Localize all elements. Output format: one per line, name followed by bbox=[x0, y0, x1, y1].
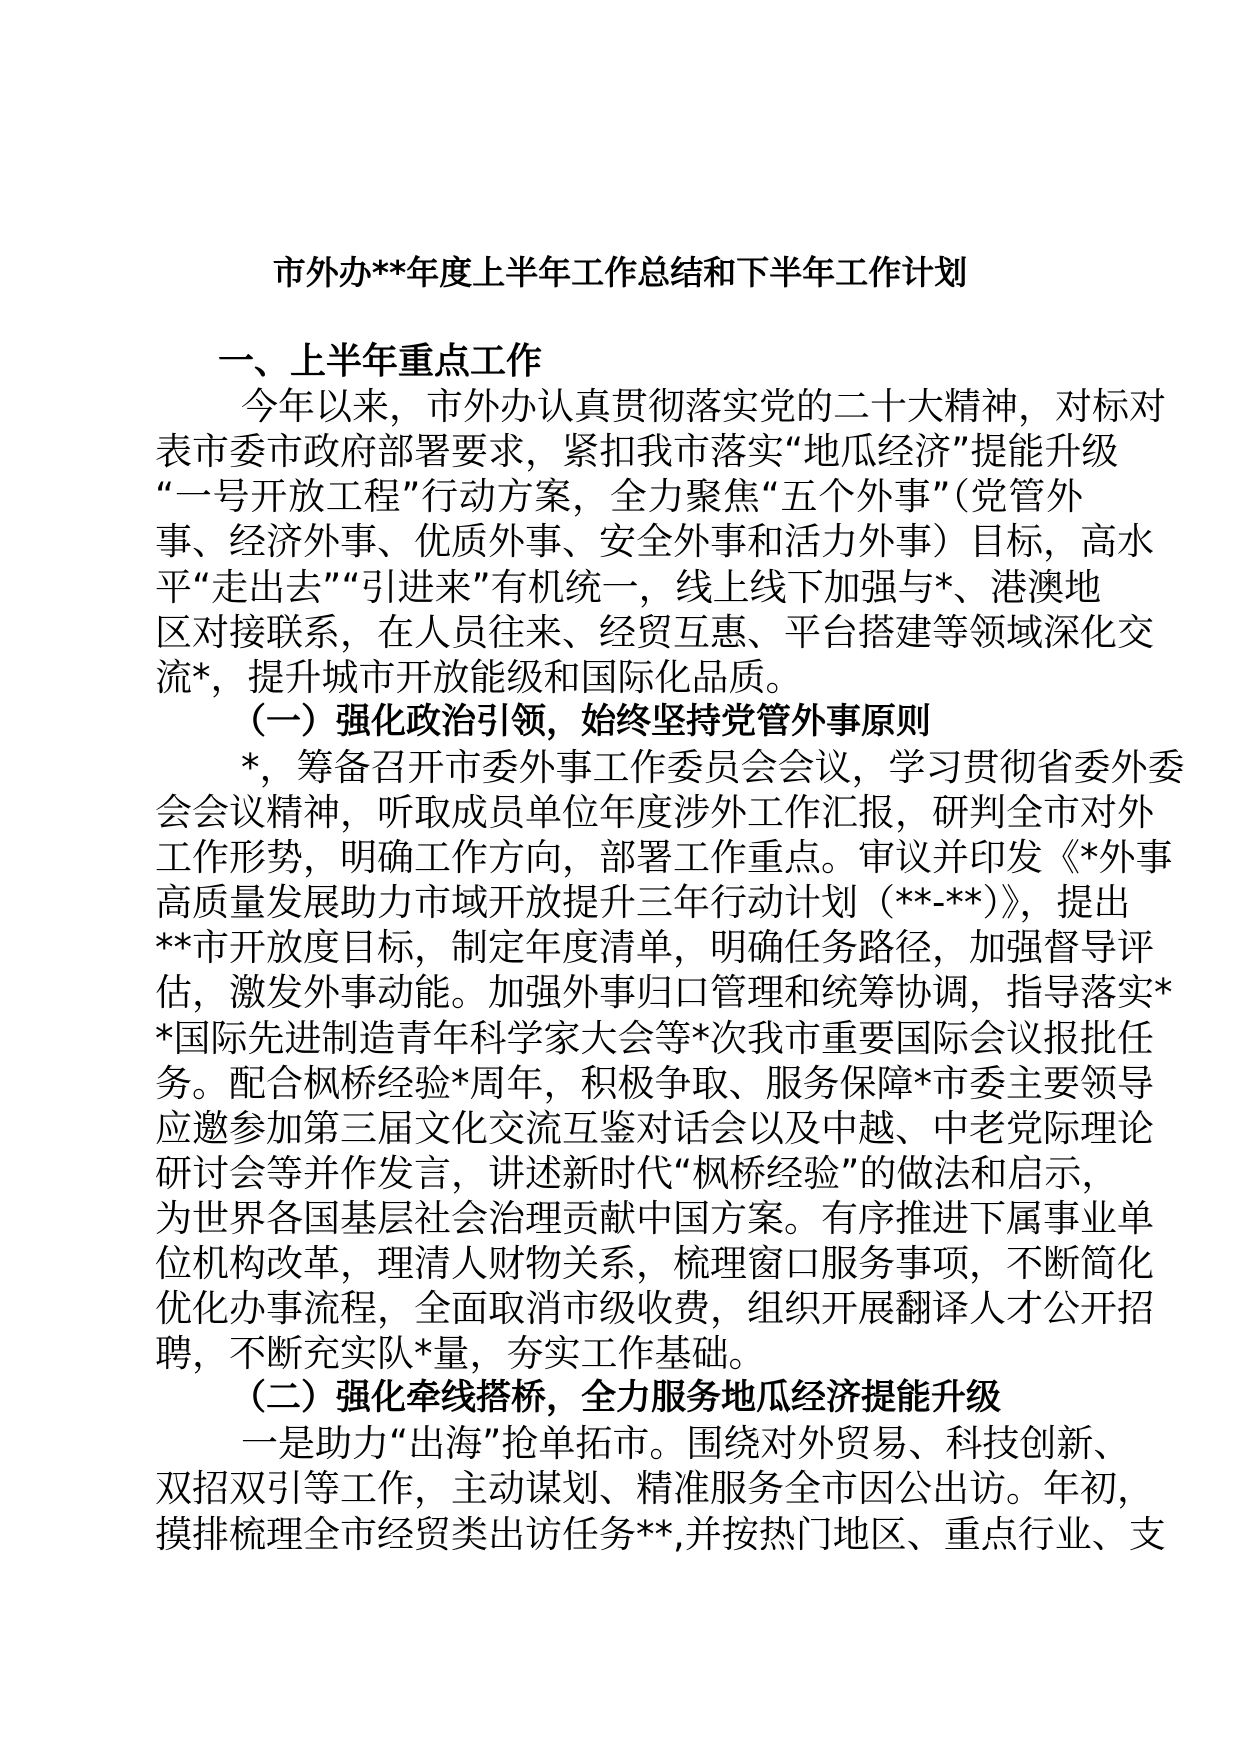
paragraph-line: 事、经济外事、优质外事、安全外事和活力外事）目标，高水 bbox=[155, 520, 1154, 563]
paragraph-line: *国际先进制造青年科学家大会等*次我市重要国际会议报批任 bbox=[155, 1017, 1154, 1060]
paragraph-line: 估，激发外事动能。加强外事归口管理和统筹协调，指导落实* bbox=[155, 971, 1173, 1014]
paragraph-line: 表市委市政府部署要求，紧扣我市落实“地瓜经济”提能升级 bbox=[155, 430, 1119, 473]
subsection-heading: （一）强化政治引领，始终坚持党管外事原则 bbox=[231, 702, 932, 742]
paragraph-line: 区对接联系，在人员往来、经贸互惠、平台搭建等领域深化交 bbox=[155, 611, 1154, 654]
paragraph-line: 优化办事流程，全面取消市级收费，组织开展翻译人才公开招 bbox=[155, 1287, 1154, 1330]
paragraph-line: 双招双引等工作，主动谋划、精准服务全市因公出访。年初， bbox=[155, 1467, 1154, 1510]
paragraph-line: 摸排梳理全市经贸类出访任务**,并按热门地区、重点行业、支 bbox=[155, 1513, 1166, 1556]
paragraph-line: 聘，不断充实队*量，夯实工作基础。 bbox=[155, 1332, 766, 1375]
paragraph-line: 流*，提升城市开放能级和国际化品质。 bbox=[155, 656, 803, 699]
subsection-heading: （二）强化牵线搭桥，全力服务地瓜经济提能升级 bbox=[231, 1378, 1002, 1418]
paragraph-line: 今年以来，市外办认真贯彻落实党的二十大精神，对标对 bbox=[241, 385, 1166, 428]
paragraph-line: 研讨会等并作发言，讲述新时代“枫桥经验”的做法和启示， bbox=[155, 1152, 1119, 1195]
paragraph-line: 高质量发展助力市域开放提升三年行动计划（**-**）》，提出 bbox=[155, 881, 1131, 924]
paragraph-line: 为世界各国基层社会治理贡献中国方案。有序推进下属事业单 bbox=[155, 1197, 1154, 1240]
paragraph-line: *，筹备召开市委外事工作委员会会议，学习贯彻省委外委 bbox=[241, 746, 1185, 789]
paragraph-line: 工作形势，明确工作方向，部署工作重点。审议并印发《*外事 bbox=[155, 836, 1173, 879]
section-heading: 一、上半年重点工作 bbox=[218, 341, 543, 382]
paragraph-line: 平“走出去”“引进来”有机统一，线上线下加强与*、港澳地 bbox=[155, 566, 1102, 609]
paragraph-line: “一号开放工程”行动方案，全力聚焦“五个外事”（党管外 bbox=[155, 475, 1083, 518]
paragraph-line: 一是助力“出海”抢单拓市。围绕对外贸易、科技创新、 bbox=[241, 1422, 1131, 1465]
paragraph-line: 会会议精神，听取成员单位年度涉外工作汇报，研判全市对外 bbox=[155, 791, 1154, 834]
paragraph-line: **市开放度目标，制定年度清单，明确任务路径，加强督导评 bbox=[155, 926, 1154, 969]
paragraph-line: 位机构改革，理清人财物关系，梳理窗口服务事项，不断简化 bbox=[155, 1242, 1154, 1285]
paragraph-line: 务。配合枫桥经验*周年，积极争取、服务保障*市委主要领导 bbox=[155, 1062, 1154, 1105]
document-title: 市外办**年度上半年工作总结和下半年工作计划 bbox=[272, 253, 968, 292]
paragraph-line: 应邀参加第三届文化交流互鉴对话会以及中越、中老党际理论 bbox=[155, 1107, 1154, 1150]
